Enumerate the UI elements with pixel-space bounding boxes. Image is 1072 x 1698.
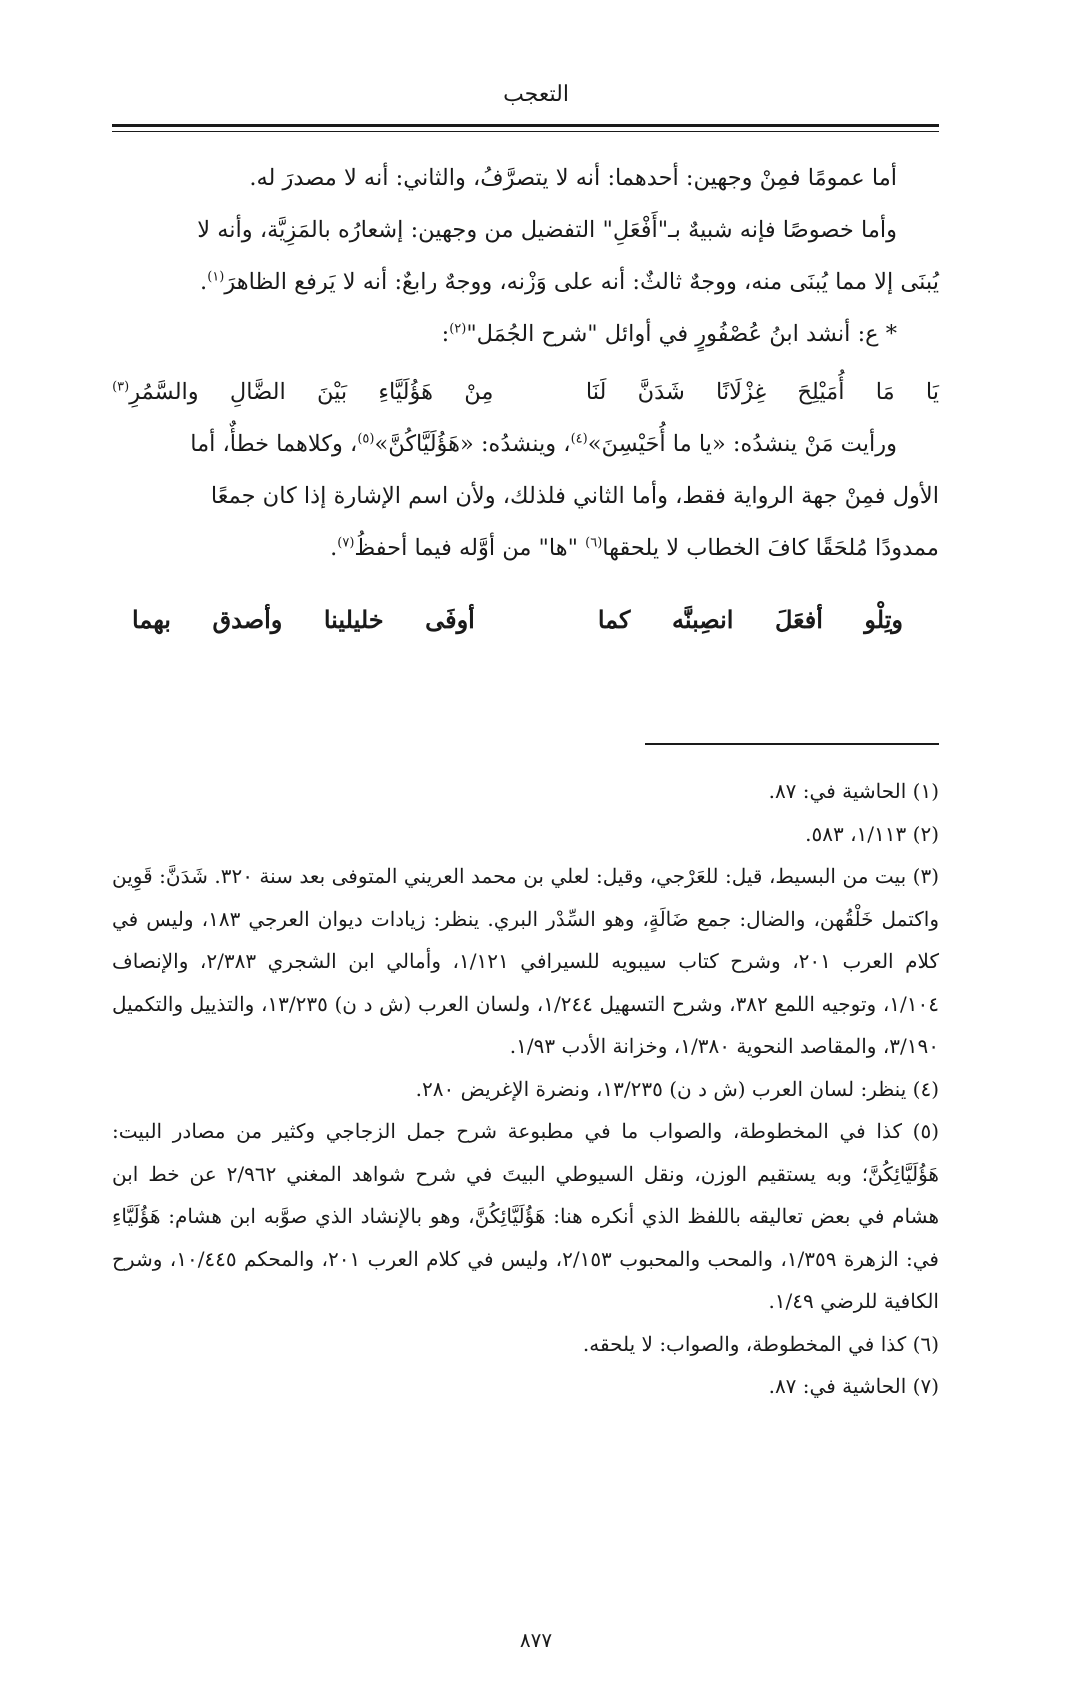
footnote-ref-6: (٦) — [585, 535, 603, 551]
footnote-1: (١) الحاشية في: ٨٧. — [768, 779, 939, 803]
footnote-ref-4: (٤) — [570, 431, 588, 447]
paragraph-1: أما عمومًا فمِنْ وجهين: أحدهما: أنه لا يتصرَّفُ، والثاني: أنه لا مصدرَ له. — [249, 165, 897, 191]
verse-2-word: انصِبنَّه — [671, 605, 734, 634]
footnote-3: (٣) بيت من البسيط، قيل: للعَرْجي، وقيل: لعلي بن محمد العريني المتوفى بعد سنة ٣٢٠. شَدَنَّ: قَوِين واكتمل خَلْقُهن، والضال: جمع ضَالَةٍ، وهو السِّدْر البري. ينظر: زيادات ديوان العرجي ١٨٣، وليس في كلام العرب ٢٠١، وشرح كتاب سيبويه للسيرافي ١/١٢١، وأمالي ابن الشجري ٢/٣٨٣، والإنصاف ١/١٠٤، وتوجيه اللمع ٣٨٢، وشرح التسهيل ١/٢٤٤، ولسان العرب (ش د ن) ١٣/٢٣٥، والتذييل والتكميل ٣/١٩٠، والمقاصد النحوية ١/٣٨٠، وخزانة الأدب ١/٩٣. — [112, 864, 940, 1058]
verse-1 — [112, 366, 939, 418]
paragraph-4-text-a: ورأيت مَنْ ينشدُه: «يا ما أُحَيْسِنَ» — [587, 431, 897, 457]
footnote-5: (٥) كذا في المخطوطة، والصواب ما في مطبوعة شرح جمل الزجاجي وكثير من مصادر البيت: هَؤُلَيَّائِكُنَّ؛ وبه يستقيم الوزن، ونقل السيوطي البيتَ في شرح شواهد المغني ٢/٩٦٢ عن خط ابن هشام في بعض تعاليقه باللفظ الذي أنكره هنا: هَؤُلَيَّائِكُنَّ، وهو بالإنشاد الذي صوَّبه ابن هشام: هَؤُلَيَّاءِ في: الزهرة ١/٣٥٩، والمحب والمحبوب ٢/١٥٣، وليس في كلام العرب ٢٠١، والمحكم ١٠/٤٤٥، وشرح الكافية للرضي ١/٤٩. — [112, 1119, 939, 1313]
verse-2-word: خليلينا — [323, 605, 384, 634]
verse-1-word: يَا — [925, 379, 939, 405]
verse-1-word: بَيْنَ — [316, 379, 348, 405]
main-text — [112, 152, 939, 646]
footnote-ref-5: (٥) — [357, 431, 375, 447]
verse-1-word: أُمَيْلِحَ — [797, 379, 845, 405]
verse-1-word: شَدَنَّ — [637, 379, 685, 405]
paragraph-4-text-d: ممدودًا مُلحَقًا كافَ الخطاب لا يلحقها — [602, 535, 939, 561]
footnotes — [112, 770, 939, 1408]
verse-2-word: أفعَلَ — [774, 605, 823, 634]
footnote-6: (٦) كذا في المخطوطة، والصواب: لا يلحقه. — [582, 1331, 939, 1356]
paragraph-2-line-2-text: يُبنَى إلا مما يُبنَى منه، ووجهٌ ثالثٌ: أنه على وَزْنه، ووجهٌ رابعٌ: أنه لا يَرفع الظاهرَ — [224, 269, 939, 295]
verse-1-word: لَنَا — [585, 379, 607, 405]
verse-1-word: والسَّمُرِ — [129, 379, 199, 405]
paragraph-3-text: * ع: أنشد ابنُ عُصْفُورٍ في أوائل "شرح الجُمَل" — [466, 321, 897, 347]
footnote-ref-3: (٣) — [112, 379, 130, 395]
verse-2 — [112, 594, 939, 646]
footnote-7: (٧) الحاشية في: ٨٧. — [768, 1374, 939, 1398]
running-head: التعجب — [503, 82, 569, 107]
paragraph-4-text-c: ، وكلاهما خطأٌ، أما — [190, 431, 358, 457]
verse-2-word: وأصدق — [212, 605, 283, 634]
paragraph-4-text-b: ، وينشدُه: «هَؤُلَيَّاكُنَّ» — [374, 431, 571, 457]
footnote-separator — [645, 743, 939, 745]
page-number: ٨٧٧ — [519, 1628, 553, 1652]
footnote-ref-2: (٢) — [449, 321, 467, 337]
verse-2-word: بهما — [132, 605, 171, 634]
verse-2-word: كما — [597, 605, 631, 634]
paragraph-2 — [112, 204, 939, 308]
verse-1-word: غِزْلَانًا — [716, 379, 767, 405]
verse-1-word: الضَّالِ — [229, 379, 286, 405]
verse-2-word: أوفَى — [425, 605, 475, 634]
verse-1-word: هَؤُلَيَّاءِ — [378, 379, 433, 405]
verse-1-word: مِنْ — [464, 379, 494, 405]
footnote-2: (٢) ١/١١٣، ٥٨٣. — [805, 821, 939, 846]
paragraph-2-line-2: يُبنَى إلا مما يُبنَى منه، ووجهٌ ثالثٌ: أنه على وَزْنه، ووجهٌ رابعٌ: أنه لا يَرفع الظاهرَ$^{(١)}$. — [200, 269, 939, 295]
verse-2-word: وتِلْو — [864, 605, 903, 634]
footnote-ref-1: (١) — [207, 269, 225, 285]
paragraph-2-line-1: وأما خصوصًا فإنه شبيهٌ بـ"أَفْعَلِ" التفضيل من وجهين: إشعارُه بالمَزِيَّة، وأنه لا — [197, 217, 897, 243]
paragraph-4 — [112, 418, 939, 574]
paragraph-4-line-1 — [112, 418, 939, 470]
footnote-4: (٤) ينظر: لسان العرب (ش د ن) ١٣/٢٣٥، ونضرة الإغريض ٢٨٠. — [415, 1076, 939, 1101]
paragraph-4-line-3 — [112, 522, 939, 574]
footnote-ref-7: (٧) — [337, 535, 355, 551]
verse-1-word: مَا — [875, 379, 895, 405]
paragraph-3: * ع: أنشد ابنُ عُصْفُورٍ في أوائل "شرح الجُمَل"$^{(٢)}$: — [441, 321, 897, 347]
paragraph-4-text-e: "ها" من أوَّله فيما أحفظُ — [354, 535, 586, 561]
header-rule-thin — [112, 131, 939, 132]
paragraph-4-line-2: الأول فمِنْ جهة الرواية فقط، وأما الثاني فلذلك، ولأن اسم الإشارة إذا كان جمعًا — [210, 483, 939, 509]
header-rule-thick — [112, 124, 939, 127]
paragraph-4-text-f: . — [330, 535, 338, 561]
